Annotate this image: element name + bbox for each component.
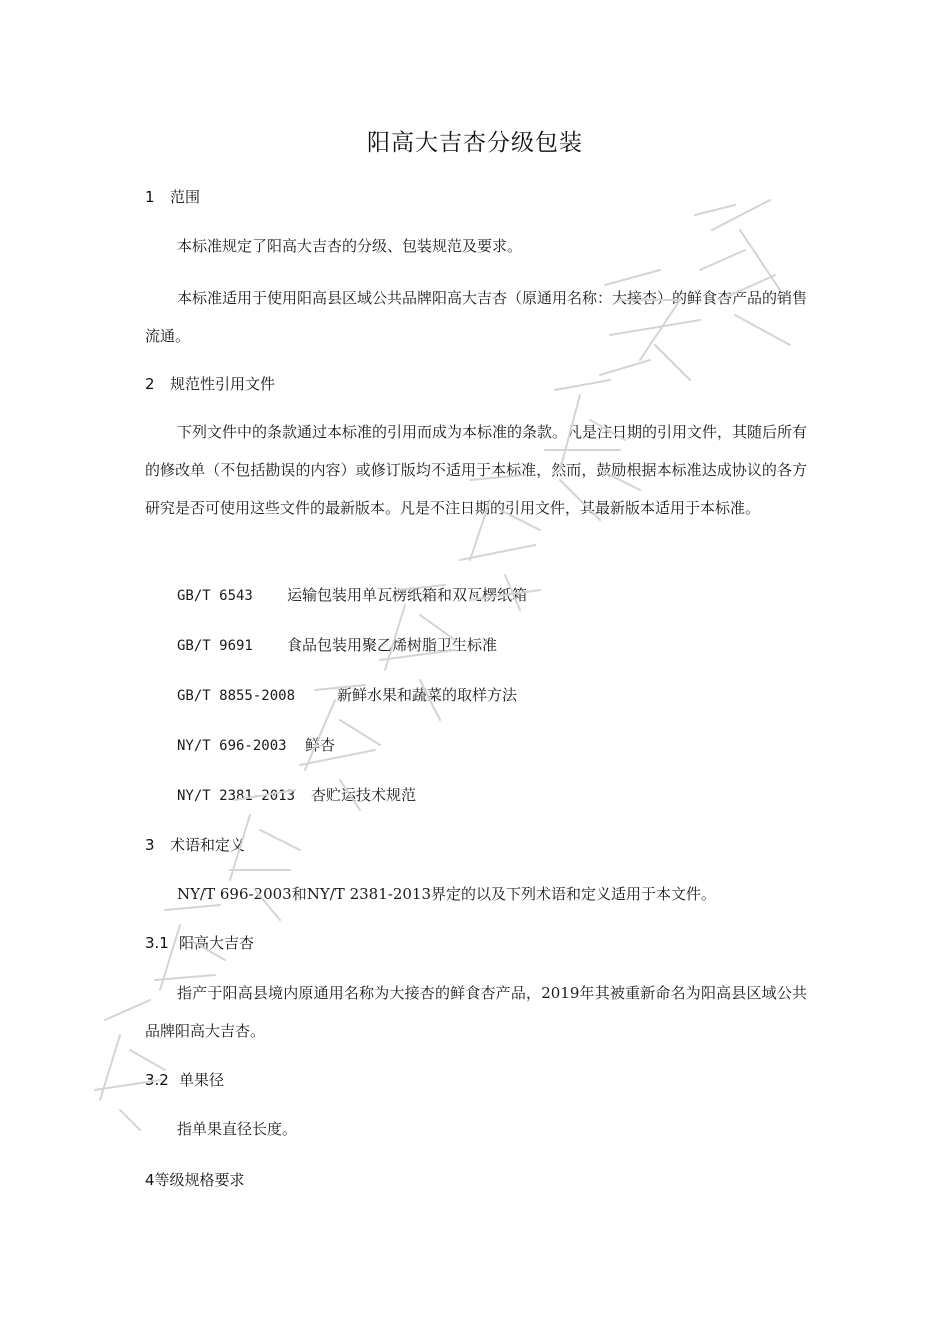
section-label: 术语和定义 [170, 836, 246, 854]
reference-item [177, 584, 527, 605]
section-label: 阳高大吉杏 [179, 934, 255, 952]
reference-code: GB/T 9691 [177, 638, 253, 654]
section-heading-4 [145, 1169, 245, 1190]
reference-name: 新鲜水果和蔬菜的取样方法 [337, 686, 518, 704]
section-heading-2 [145, 373, 275, 394]
reference-name: 杏贮运技术规范 [311, 786, 417, 804]
reference-code: GB/T 6543 [177, 588, 253, 604]
paragraph-term-yanggao-daji: 指产于阳高县境内原通用名称为大接杏的鲜食杏产品，2019年其被重新命名为阳高县区域公共品牌阳高大吉杏。 [145, 984, 807, 1040]
section-label: 范围 [170, 188, 201, 206]
section-label: 等级规格要求 [154, 1171, 245, 1189]
section-number: 3.2 [145, 1071, 169, 1089]
reference-code: NY/T 696-2003 [177, 738, 287, 754]
section-label: 单果径 [179, 1071, 225, 1089]
reference-code: GB/T 8855-2008 [177, 688, 296, 704]
section-heading-3-1 [145, 932, 254, 953]
reference-name: 鲜杏 [305, 736, 336, 754]
section-heading-3-2 [145, 1069, 224, 1090]
section-heading-3 [145, 834, 245, 855]
reference-name: 食品包装用聚乙烯树脂卫生标准 [287, 636, 498, 654]
paragraph-scope-2: 本标准适用于使用阳高县区域公共品牌阳高大吉杏（原通用名称：大接杏）的鲜食杏产品的销售流通。 [145, 289, 808, 345]
section-number: 3 [145, 836, 155, 854]
section-number: 1 [145, 188, 155, 206]
page-title: 阳高大吉杏分级包装 [367, 130, 583, 156]
reference-item [177, 634, 497, 655]
paragraph-scope-1: 本标准规定了阳高大吉杏的分级、包装规范及要求。 [177, 237, 523, 255]
paragraph-terms-intro: NY/T 696-2003和NY/T 2381-2013界定的以及下列术语和定义适用于本文件。 [177, 885, 716, 903]
reference-item [177, 784, 416, 805]
section-number: 4 [145, 1171, 155, 1189]
section-number: 3.1 [145, 934, 169, 952]
section-number: 2 [145, 375, 155, 393]
reference-code: NY/T 2381-2013 [177, 788, 296, 804]
reference-item [177, 734, 335, 755]
paragraph-normative-refs: 下列文件中的条款通过本标准的引用而成为本标准的条款。凡是注日期的引用文件，其随后所有的修改单（不包括勘误的内容）或修订版均不适用于本标准，然而，鼓励根据本标准达成协议的各方研究是否可使用这些文件的最新版本。凡是不注日期的引用文件，其最新版本适用于本标准。 [145, 423, 808, 517]
section-label: 规范性引用文件 [170, 375, 276, 393]
reference-item [177, 684, 517, 705]
reference-name: 运输包装用单瓦楞纸箱和双瓦楞纸箱 [287, 586, 528, 604]
section-heading-1 [145, 186, 200, 207]
paragraph-term-fruit-diameter: 指单果直径长度。 [177, 1120, 298, 1138]
